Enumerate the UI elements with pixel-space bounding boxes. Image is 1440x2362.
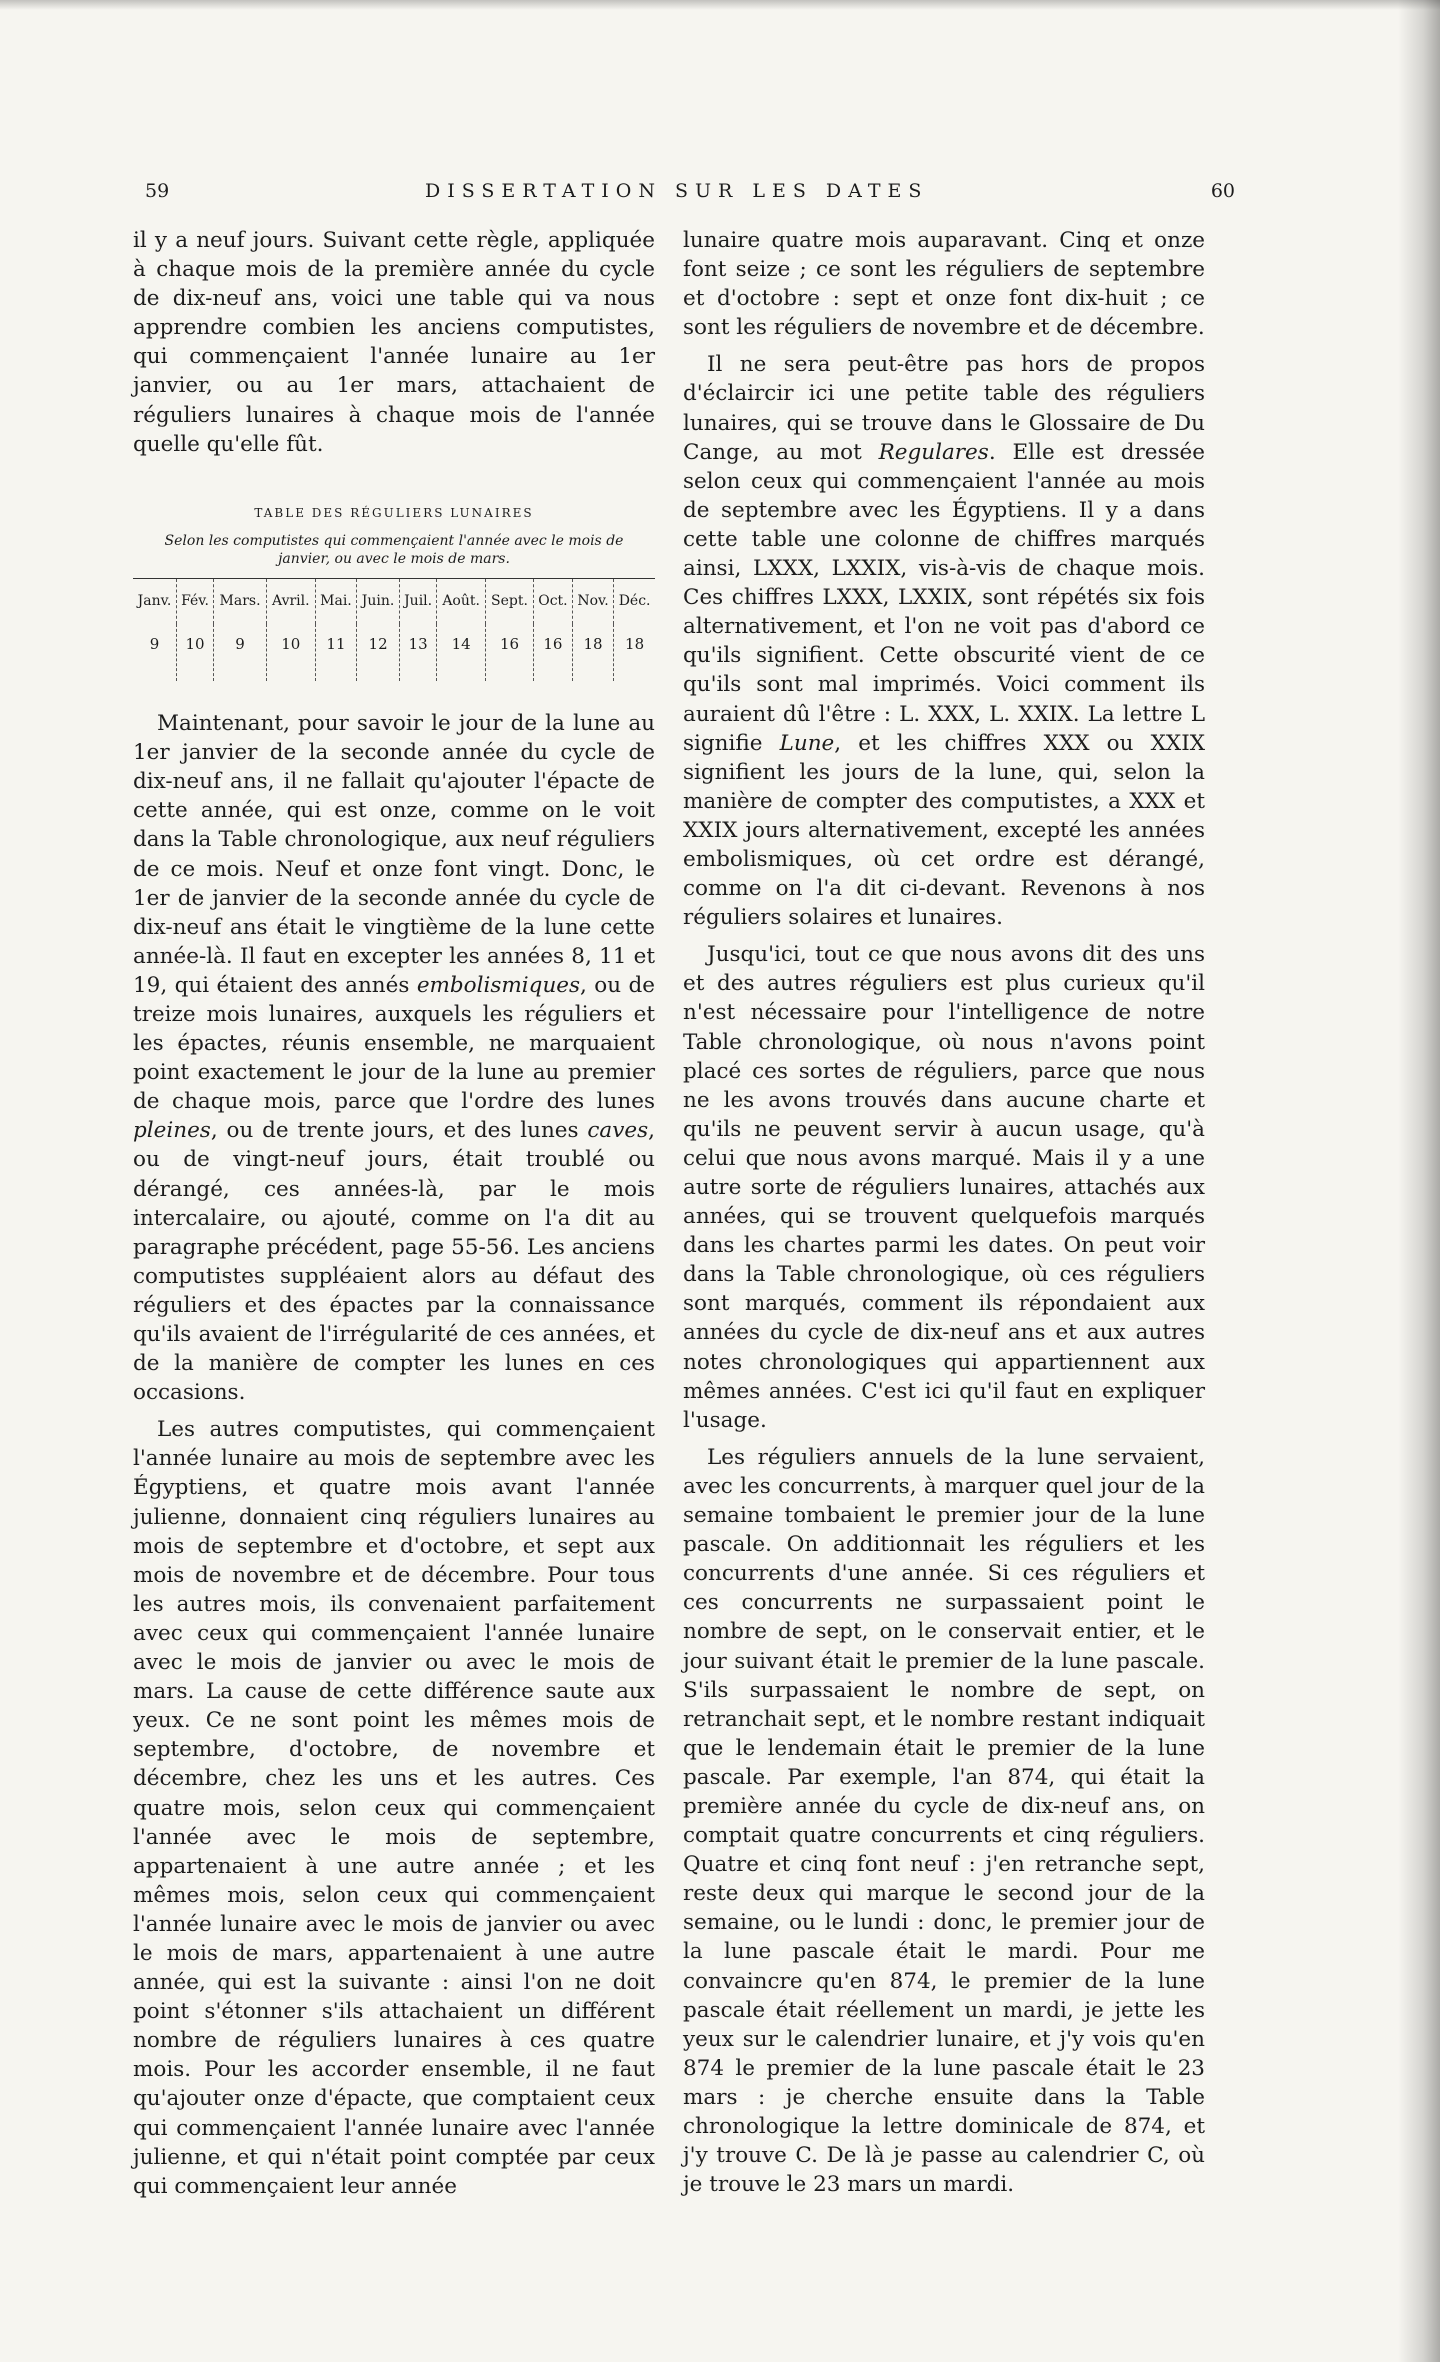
text-run: , ou de treize mois lunaires, auxquels les réguliers et les épactes, réunis ensemble, ne marquaient point exactement le jour de la lune au premier de chaque mois, parce que l'ordre des lunes bbox=[133, 972, 655, 1115]
table-header-cell: Déc. bbox=[614, 578, 655, 624]
table-title: TABLE DES RÉGULIERS LUNAIRES bbox=[254, 505, 534, 520]
italic-term: pleines bbox=[133, 1118, 211, 1144]
right-paragraph-2 bbox=[683, 350, 1205, 932]
running-title: DISSERTATION SUR LES DATES bbox=[425, 180, 929, 202]
page-number-left: 59 bbox=[145, 180, 170, 202]
text-run: . Elle est dressée selon ceux qui commençaient l'année au mois de septembre avec les Égyptiens. Il y a dans cette table une colonne de chiffres marqués ainsi, LXXX, LXXIX, vis-à-vis de chaque mois. Ces chiffres LXXX, LXXIX, sont répétés six fois alternativement, et l'on ne voit pas d'abord ce qu'ils signifient. Cette obscurité vient de ce qu'ils sont mal imprimés. Voici comment ils auraient dû l'être : L. XXX, L. XXIX. La lettre L signifie bbox=[683, 439, 1205, 756]
table-cell: 16 bbox=[533, 624, 572, 681]
right-paragraph-4: Les réguliers annuels de la lune servaient, avec les concurrents, à marquer quel jour de la semaine tombaient le premier jour de la lune pascale. On additionnait les réguliers et les concurrents d'une année. Si ces réguliers et ces concurrents ne surpassaient point le nombre de sept, on le conservait entier, et le jour suivant était le premier de la lune pascale. S'ils surpassaient le nombre de sept, on retranchait sept, et le nombre restant indiquait que le lendemain était le premier de la lune pascale. Par exemple, l'an 874, qui était la première année du cycle de dix-neuf ans, on comptait quatre concurrents et cinq réguliers. Quatre et cinq font neuf : j'en retranche sept, reste deux qui marque le second jour de la semaine, ou le lundi : donc, le premier jour de la lune pascale était le mardi. Pour me convaincre qu'en 874, le premier de la lune pascale était réellement un mardi, je jette les yeux sur le calendrier lunaire, et j'y vois qu'en 874 le premier de la lune pascale était le 23 mars : je cherche ensuite dans la Table chronologique la lettre dominicale de 874, et j'y trouve C. De là je passe au calendrier C, où je trouve le 23 mars un mardi. bbox=[683, 1444, 1205, 2198]
table-cell: 9 bbox=[214, 624, 267, 681]
table-header-cell: Mai. bbox=[315, 578, 357, 624]
text-run: Il ne sera peut-être pas hors de propos d'éclaircir ici une petite table des réguliers lunaires, qui se trouve dans le Glossaire de Du Cange, au mot bbox=[683, 352, 1205, 465]
table-cell: 18 bbox=[614, 624, 655, 681]
left-paragraph-2 bbox=[133, 709, 655, 1407]
table-header-cell: Fév. bbox=[176, 578, 213, 624]
table-header-cell: Avril. bbox=[266, 578, 315, 624]
italic-term: caves bbox=[587, 1118, 649, 1144]
table-cell: 18 bbox=[572, 624, 613, 681]
table-cell: 13 bbox=[399, 624, 436, 681]
table-header-cell: Mars. bbox=[214, 578, 267, 624]
table-cell: 9 bbox=[149, 634, 160, 653]
running-head bbox=[145, 180, 1235, 210]
table-header-cell: Janv. bbox=[137, 592, 172, 609]
italic-term: Regulares bbox=[878, 439, 989, 465]
italic-term: Lune bbox=[779, 730, 835, 756]
left-paragraph-3: Les autres computistes, qui commençaient l'année lunaire au mois de septembre avec les Égyptiens, et quatre mois avant l'année julienne, donnaient cinq réguliers lunaires au mois de septembre et d'octobre, et sept aux mois de novembre et de décembre. Pour tous les autres mois, ils convenaient parfaitement avec ceux qui commençaient l'année lunaire avec le mois de janvier ou avec le mois de mars. La cause de cette différence saute aux yeux. Ce ne sont point les mêmes mois de septembre, d'octobre, de novembre et décembre, chez les uns et les autres. Ces quatre mois, selon ceux qui commençaient l'année avec le mois de septembre, appartenaient à une autre année ; et les mêmes mois, selon ceux qui commençaient l'année lunaire avec le mois de janvier ou avec le mois de mars, appartenaient à une autre année, qui est la suivante : ainsi l'on ne doit point s'étonner s'ils attachaient un différent nombre de réguliers lunaires à ces quatre mois. Pour les accorder ensemble, il ne faut qu'ajouter onze d'épacte, que comptaient ceux qui commençaient l'année lunaire avec l'année julienne, et qui n'était point comptée par ceux qui commençaient leur année bbox=[133, 1417, 655, 2199]
table-header-cell: Nov. bbox=[572, 578, 613, 624]
table-subtitle: Selon les computistes qui commençaient l'année avec le mois de janvier, ou avec le mois de mars. bbox=[164, 532, 624, 567]
left-paragraph-1: il y a neuf jours. Suivant cette règle, appliquée à chaque mois de la première année du cycle de dix-neuf ans, voici une table qui va nous apprendre combien les anciens computistes, qui commençaient l'année lunaire au 1er janvier, ou au 1er mars, attachaient de réguliers lunaires à chaque mois de l'année quelle qu'elle fût. bbox=[133, 228, 655, 457]
table-row bbox=[133, 624, 655, 681]
text-run: Maintenant, pour savoir le jour de la lune au 1er janvier de la seconde année du cycle de dix-neuf ans, il ne fallait qu'ajouter l'épacte de cette année, qui est onze, comme on le voit dans la Table chronologique, aux neuf réguliers de ce mois. Neuf et onze font vingt. Donc, le 1er de janvier de la seconde année du cycle de dix-neuf ans était le vingtième de la lune cette année-là. Il faut en excepter les années 8, 11 et 19, qui étaient des annés bbox=[133, 711, 655, 998]
table-cell: 12 bbox=[357, 624, 400, 681]
table-cell: 10 bbox=[266, 624, 315, 681]
table-header-cell: Juin. bbox=[357, 578, 400, 624]
table-cell: 11 bbox=[315, 624, 357, 681]
left-column bbox=[133, 226, 655, 2201]
text-run: , et les chiffres XXX ou XXIX signifient les jours de la lune, qui, selon la manière de compter des computistes, a XXX et XXIX jours alternativement, excepté les années embolismiques, où cet ordre est dérangé, comme on l'a dit ci-devant. Revenons à nos réguliers solaires et lunaires. bbox=[683, 730, 1205, 931]
table-header-cell: Août. bbox=[437, 578, 486, 624]
text-run: , ou de vingt-neuf jours, était troublé ou dérangé, ces années-là, par le mois intercalaire, ou ajouté, comme on l'a dit au paragraphe précédent, page 55-56. Les anciens computistes suppléaient alors au défaut des réguliers et des épactes par la connaissance qu'ils avaient de l'irrégularité de ces années, et de la manière de compter les lunes en ces occasions. bbox=[133, 1118, 655, 1406]
table-cell: 16 bbox=[486, 624, 534, 681]
scan-edge-shadow bbox=[1398, 0, 1440, 2362]
table-cell: 14 bbox=[437, 624, 486, 681]
reguliers-table bbox=[133, 578, 655, 681]
right-paragraph-1: lunaire quatre mois auparavant. Cinq et onze font seize ; ce sont les réguliers de septembre et d'octobre : sept et onze font dix-huit ; ce sont les réguliers de novembre et de décembre. bbox=[683, 228, 1205, 341]
page-number-right: 60 bbox=[1210, 180, 1235, 202]
text-run: , ou de trente jours, et des lunes bbox=[210, 1118, 588, 1144]
table-cell: 10 bbox=[176, 624, 213, 681]
table-header-row bbox=[133, 578, 655, 624]
table-header-cell: Sept. bbox=[486, 578, 534, 624]
italic-term: embolismiques bbox=[416, 972, 581, 998]
right-paragraph-3: Jusqu'ici, tout ce que nous avons dit des uns et des autres réguliers est plus curieux qu'il n'est nécessaire pour l'intelligence de notre Table chronologique, où nous n'avons point placé ces sortes de réguliers, parce que nous ne les avons trouvés dans aucune charte et qu'ils ne peuvent servir à aucun usage, qu'à celui que nous avons marqué. Mais il y a une autre sorte de réguliers lunaires, attachés aux années, qui se trouvent quelquefois marqués dans les chartes parmi les dates. On peut voir dans la Table chronologique, où ces réguliers sont marqués, comment ils répondaient aux années du cycle de dix-neuf ans et aux autres notes chronologiques qui appartiennent aux mêmes années. C'est ici qu'il faut en expliquer l'usage. bbox=[683, 942, 1205, 1433]
right-column bbox=[683, 226, 1205, 2199]
scan-top-shadow bbox=[0, 0, 1440, 10]
table-header-cell: Oct. bbox=[533, 578, 572, 624]
table-header-cell: Juil. bbox=[399, 578, 436, 624]
